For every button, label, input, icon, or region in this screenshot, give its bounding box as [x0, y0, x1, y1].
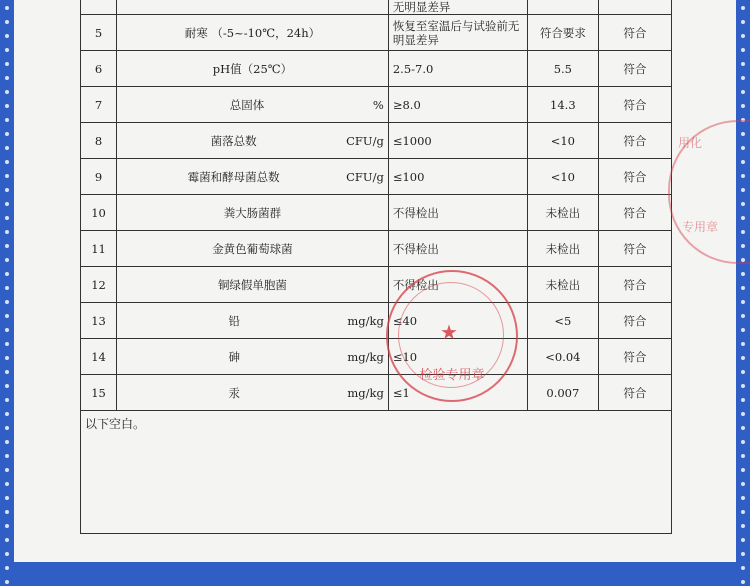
- inspection-stamp: [386, 270, 518, 402]
- side-stamp-text-b: 专用章: [682, 220, 719, 234]
- side-stamp-text-a: 用化: [678, 136, 703, 150]
- border-dot: [5, 342, 9, 346]
- conclusion-cell: 符合: [598, 303, 671, 339]
- border-dot: [5, 384, 9, 388]
- border-dot: [5, 104, 9, 108]
- row-number: 8: [81, 123, 117, 159]
- conclusion-cell: [598, 0, 671, 15]
- border-dot: [5, 328, 9, 332]
- row-number: 11: [81, 231, 117, 267]
- row-number: 9: [81, 159, 117, 195]
- result-cell: 未检出: [527, 195, 598, 231]
- item-cell: [117, 15, 389, 51]
- row-number: 14: [81, 339, 117, 375]
- border-dot: [5, 580, 9, 584]
- border-dot: [5, 160, 9, 164]
- border-dot: [741, 272, 745, 276]
- border-dot: [741, 440, 745, 444]
- border-dot: [5, 552, 9, 556]
- table-row: [81, 339, 672, 375]
- conclusion-cell: 符合: [598, 195, 671, 231]
- stamp-bottom-text: 检验专用章: [419, 368, 485, 383]
- result-cell: <0.04: [527, 339, 598, 375]
- item-cell: [117, 51, 389, 87]
- border-dot: [741, 300, 745, 304]
- border-dot: [5, 146, 9, 150]
- item-cell: [117, 303, 389, 339]
- border-dot: [5, 230, 9, 234]
- item-cell: [117, 195, 389, 231]
- requirement-cell: 不得检出: [388, 195, 527, 231]
- item-name: pH值（25℃）: [212, 61, 293, 76]
- border-dot: [5, 510, 9, 514]
- conclusion-cell: 符合: [598, 375, 671, 411]
- row-number: 7: [81, 87, 117, 123]
- border-dot: [5, 524, 9, 528]
- result-cell: <10: [527, 159, 598, 195]
- border-dot: [5, 412, 9, 416]
- border-dot: [5, 174, 9, 178]
- item-cell: [117, 339, 389, 375]
- conclusion-cell: 符合: [598, 159, 671, 195]
- border-dot: [5, 20, 9, 24]
- conclusion-cell: 符合: [598, 51, 671, 87]
- border-dot: [741, 314, 745, 318]
- test-results-table-wrap: [80, 0, 672, 534]
- border-dot: [5, 6, 9, 10]
- border-dot: [5, 90, 9, 94]
- border-dot: [5, 34, 9, 38]
- table-row: [81, 15, 672, 51]
- border-dot: [5, 496, 9, 500]
- border-dot: [5, 454, 9, 458]
- item-cell: [117, 231, 389, 267]
- border-dot: [741, 398, 745, 402]
- result-cell: 未检出: [527, 267, 598, 303]
- border-dot: [741, 468, 745, 472]
- border-dot: [741, 6, 745, 10]
- border-dot: [741, 482, 745, 486]
- border-dot: [5, 244, 9, 248]
- item-name: 砷: [228, 349, 240, 364]
- row-number: 12: [81, 267, 117, 303]
- border-dot: [5, 566, 9, 570]
- item-cell: [117, 0, 389, 15]
- border-dot: [741, 286, 745, 290]
- table-row: [81, 303, 672, 339]
- conclusion-cell: 符合: [598, 15, 671, 51]
- border-dot: [5, 286, 9, 290]
- border-dot: [741, 20, 745, 24]
- border-dot: [5, 398, 9, 402]
- conclusion-cell: 符合: [598, 339, 671, 375]
- border-dot: [741, 552, 745, 556]
- border-dot: [5, 216, 9, 220]
- requirement-cell: 恢复至室温后与试验前无明显差异: [388, 15, 527, 51]
- item-name: 总固体: [229, 97, 265, 112]
- row-number: 13: [81, 303, 117, 339]
- conclusion-cell: 符合: [598, 231, 671, 267]
- requirement-cell: ≤1: [388, 375, 527, 411]
- item-cell: [117, 87, 389, 123]
- border-dot: [741, 538, 745, 542]
- border-dot: [5, 482, 9, 486]
- requirement-cell: ≤100: [388, 159, 527, 195]
- row-number: [81, 0, 117, 15]
- report-sheet: [14, 0, 736, 562]
- border-dot: [741, 384, 745, 388]
- border-dot: [5, 272, 9, 276]
- requirement-cell: 无明显差异: [388, 0, 527, 15]
- border-dot: [5, 76, 9, 80]
- border-dot: [741, 62, 745, 66]
- requirement-cell: ≤1000: [388, 123, 527, 159]
- border-dot: [5, 440, 9, 444]
- border-dot: [741, 90, 745, 94]
- item-unit: mg/kg: [347, 385, 384, 400]
- left-border: [0, 0, 14, 586]
- requirement-cell: 不得检出: [388, 267, 527, 303]
- table-row: [81, 375, 672, 411]
- border-dot: [741, 48, 745, 52]
- border-dot: [741, 356, 745, 360]
- stamp-star-icon: ★: [440, 320, 458, 344]
- border-dot: [5, 258, 9, 262]
- border-dot: [5, 426, 9, 430]
- border-dot: [741, 104, 745, 108]
- border-dot: [5, 188, 9, 192]
- test-results-table: [80, 0, 672, 534]
- item-unit: CFU/g: [346, 133, 384, 148]
- item-name: 铅: [228, 313, 240, 328]
- conclusion-cell: 符合: [598, 267, 671, 303]
- side-stamp: [668, 120, 750, 264]
- item-name: 霉菌和酵母菌总数: [187, 169, 280, 184]
- item-name: 菌落总数: [210, 133, 257, 148]
- border-dot: [5, 370, 9, 374]
- border-dot: [5, 468, 9, 472]
- table-row: [81, 231, 672, 267]
- table-row: [81, 195, 672, 231]
- border-dot: [741, 370, 745, 374]
- result-cell: 符合要求: [527, 15, 598, 51]
- remark-cell: 以下空白。: [81, 411, 672, 534]
- border-dot: [5, 202, 9, 206]
- result-cell: 0.007: [527, 375, 598, 411]
- result-cell: <10: [527, 123, 598, 159]
- table-row: [81, 159, 672, 195]
- item-unit: mg/kg: [347, 349, 384, 364]
- border-dot: [741, 496, 745, 500]
- border-dot: [741, 454, 745, 458]
- item-unit: mg/kg: [347, 313, 384, 328]
- result-cell: 未检出: [527, 231, 598, 267]
- table-row: [81, 123, 672, 159]
- border-dot: [5, 300, 9, 304]
- border-dot: [5, 118, 9, 122]
- requirement-cell: ≤40: [388, 303, 527, 339]
- row-number: 10: [81, 195, 117, 231]
- item-cell: [117, 123, 389, 159]
- row-number: 15: [81, 375, 117, 411]
- border-dot: [5, 132, 9, 136]
- border-dot: [5, 538, 9, 542]
- item-name: 汞: [228, 385, 240, 400]
- requirement-cell: ≤10: [388, 339, 527, 375]
- item-name: 铜绿假单胞菌: [217, 277, 287, 292]
- item-cell: [117, 159, 389, 195]
- table-row: [81, 87, 672, 123]
- result-cell: 5.5: [527, 51, 598, 87]
- border-dot: [741, 566, 745, 570]
- border-dot: [5, 356, 9, 360]
- table-row: [81, 0, 672, 15]
- row-number: 6: [81, 51, 117, 87]
- border-dot: [741, 34, 745, 38]
- border-dot: [5, 314, 9, 318]
- border-dot: [741, 328, 745, 332]
- requirement-cell: ≥8.0: [388, 87, 527, 123]
- border-dot: [741, 76, 745, 80]
- item-unit: CFU/g: [346, 169, 384, 184]
- item-unit: %: [372, 97, 384, 112]
- result-cell: 14.3: [527, 87, 598, 123]
- requirement-cell: 不得检出: [388, 231, 527, 267]
- result-cell: <5: [527, 303, 598, 339]
- conclusion-cell: 符合: [598, 123, 671, 159]
- row-number: 5: [81, 15, 117, 51]
- item-name: 金黄色葡萄球菌: [212, 241, 293, 256]
- border-dot: [741, 510, 745, 514]
- border-dot: [741, 412, 745, 416]
- requirement-cell: 2.5-7.0: [388, 51, 527, 87]
- item-name: 耐寒 （-5~-10℃，24h）: [184, 25, 321, 40]
- border-dot: [5, 62, 9, 66]
- item-cell: [117, 267, 389, 303]
- border-dot: [741, 580, 745, 584]
- border-dot: [741, 524, 745, 528]
- border-dot: [741, 426, 745, 430]
- right-border: [736, 0, 750, 586]
- border-dot: [741, 342, 745, 346]
- table-row: [81, 267, 672, 303]
- border-dot: [5, 48, 9, 52]
- conclusion-cell: 符合: [598, 87, 671, 123]
- item-cell: [117, 375, 389, 411]
- result-cell: [527, 0, 598, 15]
- table-row: [81, 51, 672, 87]
- item-name: 粪大肠菌群: [223, 205, 282, 220]
